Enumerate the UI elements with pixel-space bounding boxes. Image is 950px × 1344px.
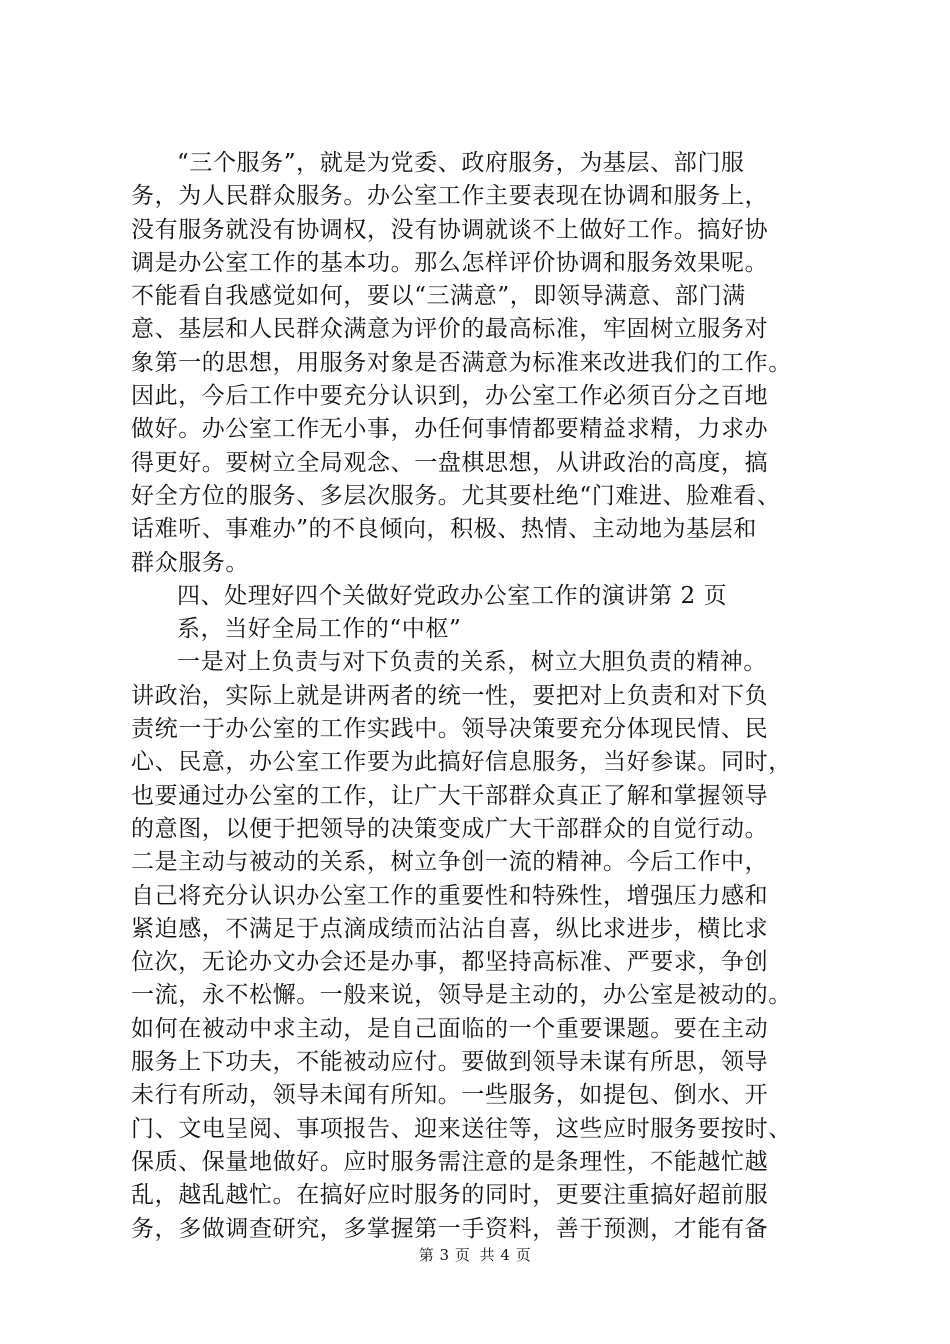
text-line: 系，当好全局工作的“中枢” — [177, 616, 462, 643]
text-line: 四、处理好四个关做好党政办公室工作的演讲第 2 页 — [177, 582, 728, 609]
page-footer — [0, 1244, 950, 1265]
text-line: 门、文电呈阅、事项报告、迎来送往等，这些应时服务要按时、 — [131, 1115, 792, 1142]
text-line: 好全方位的服务、多层次服务。尤其要杜绝“门难进、脸难看、 — [131, 482, 781, 509]
text-line: 调是办公室工作的基本功。那么怎样评价协调和服务效果呢。 — [131, 249, 769, 276]
text-line: 意、基层和人民群众满意为评价的最高标准，牢固树立服务对 — [131, 316, 769, 343]
text-line: “三个服务”，就是为党委、政府服务，为基层、部门服 — [177, 150, 745, 176]
text-line: 二是主动与被动的关系，树立争创一流的精神。今后工作中， — [131, 849, 769, 876]
text-line: 紧迫感，不满足于点滴成绩而沾沾自喜，纵比求进步，横比求 — [131, 915, 769, 942]
text-line: 责统一于办公室的工作实践中。领导决策要充分体现民情、民 — [131, 716, 769, 743]
text-line: 话难听、事难办”的不良倾向，积极、热情、主动地为基层和 — [131, 516, 757, 543]
page-number: 第 3 页 — [418, 1246, 471, 1264]
text-line: 未行有所动，领导未闻有所知。一些服务，如提包、倒水、开 — [131, 1082, 769, 1109]
text-line: 象第一的思想，用服务对象是否满意为标准来改进我们的工作。 — [131, 349, 792, 376]
text-line: 务，为人民群众服务。办公室工作主要表现在协调和服务上， — [131, 183, 769, 210]
text-line: 自己将充分认识办公室工作的重要性和特殊性，增强压力感和 — [131, 882, 769, 909]
text-line: 乱，越乱越忙。在搞好应时服务的同时，更要注重搞好超前服 — [131, 1182, 769, 1209]
document-body — [131, 147, 831, 1246]
text-line: 务，多做调查研究，多掌握第一手资料，善于预测，才能有备 — [131, 1215, 769, 1242]
text-line: 也要通过办公室的工作，让广大干部群众真正了解和掌握领导 — [131, 782, 769, 809]
text-line: 一是对上负责与对下负责的关系，树立大胆负责的精神。 — [177, 649, 767, 676]
text-line: 保质、保量地做好。应时服务需注意的是条理性，不能越忙越 — [131, 1148, 769, 1175]
text-line: 位次，无论办文办会还是办事，都坚持高标准、严要求，争创 — [131, 949, 769, 976]
text-line: 得更好。要树立全局观念、一盘棋思想，从讲政治的高度，搞 — [131, 449, 769, 476]
text-line: 做好。办公室工作无小事，办任何事情都要精益求精，力求办 — [131, 416, 769, 443]
text-line: 心、民意，办公室工作要为此搞好信息服务，当好参谋。同时， — [131, 749, 792, 776]
text-line: 不能看自我感觉如何，要以“三满意”，即领导满意、部门满 — [131, 283, 746, 310]
text-line: 讲政治，实际上就是讲两者的统一性，要把对上负责和对下负 — [131, 682, 769, 709]
page-total: 共 4 页 — [479, 1246, 532, 1264]
text-line: 的意图，以便于把领导的决策变成广大干部群众的自觉行动。 — [131, 815, 769, 842]
text-line: 服务上下功夫，不能被动应付。要做到领导未谋有所思，领导 — [131, 1049, 769, 1076]
text-line: 没有服务就没有协调权，没有协调就谈不上做好工作。搞好协 — [131, 216, 769, 243]
text-line: 一流，永不松懈。一般来说，领导是主动的，办公室是被动的。 — [131, 982, 792, 1009]
text-line: 因此，今后工作中要充分认识到，办公室工作必须百分之百地 — [131, 383, 769, 410]
text-line: 如何在被动中求主动，是自己面临的一个重要课题。要在主动 — [131, 1015, 769, 1042]
text-line: 群众服务。 — [131, 549, 249, 576]
